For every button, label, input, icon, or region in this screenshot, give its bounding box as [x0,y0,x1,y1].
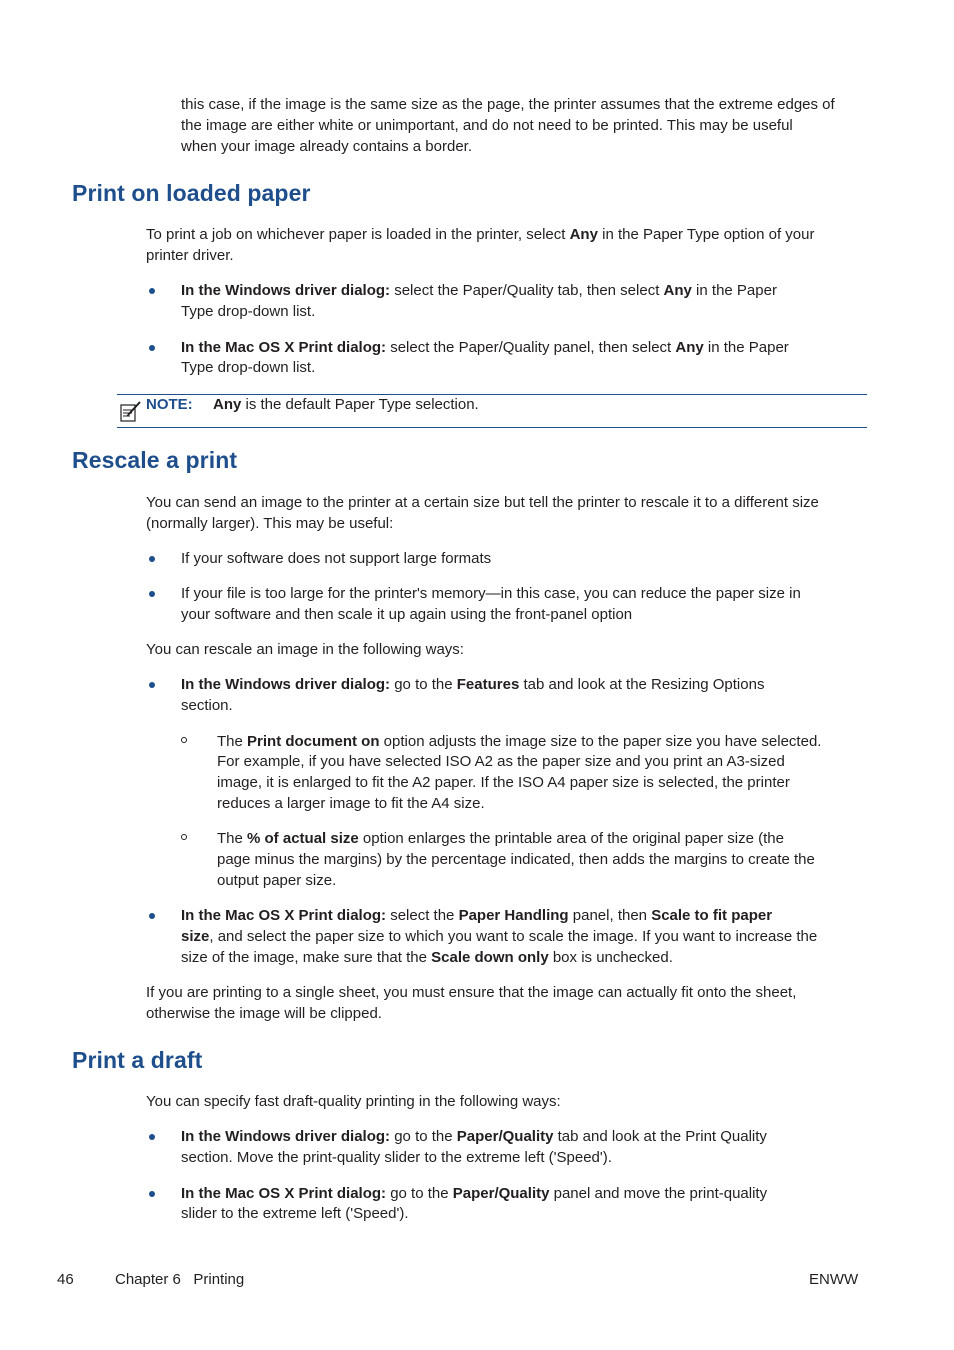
bullet-icon [149,913,155,919]
sub-bullet-icon [181,737,187,743]
intro-line-1: this case, if the image is the same size as the page, the printer assumes that the extreme edges of [181,96,835,113]
note-text: Any is the default Paper Type selection. [213,396,479,413]
intro-line-2: the image are either white or unimportant, and do not need to be printed. This may be useful [181,117,793,134]
sub-bullet-icon [181,834,187,840]
draft-paragraph: You can specify fast draft-quality printing in the following ways: [146,1093,561,1110]
footer-right-label: ENWW [809,1271,859,1288]
heading-rescale-a-print: Rescale a print [72,447,238,473]
bullet-icon [149,345,155,351]
bullet-icon [149,556,155,562]
loaded-paper-paragraph-line-2: printer driver. [146,247,234,264]
loaded-paper-paragraph: To print a job on whichever paper is loaded in the printer, select Any in the Paper Type option of your [146,226,815,243]
note-box [117,394,867,428]
rescale-paragraph-line-2: (normally larger). This may be useful: [146,515,394,532]
bullet-icon [149,682,155,688]
rescale-paragraph-line-1: You can send an image to the printer at a certain size but tell the printer to rescale it to a different size [146,494,819,511]
rescale-closing-line-2: otherwise the image will be clipped. [146,1005,382,1022]
intro-line-3: when your image already contains a border. [181,138,473,155]
note-pencil-icon [118,399,144,423]
note-label: NOTE: [146,396,193,413]
rescale-closing-line-1: If you are printing to a single sheet, you must ensure that the image can actually fit onto the sheet, [146,984,797,1001]
bullet-icon [149,591,155,597]
bullet-icon [149,1191,155,1197]
bullet-icon [149,288,155,294]
heading-print-on-loaded-paper: Print on loaded paper [72,180,311,206]
chapter-label: Chapter 6 Printing [115,1271,245,1288]
rescale-ways-paragraph: You can rescale an image in the following ways: [146,641,464,658]
heading-print-a-draft: Print a draft [72,1047,203,1073]
bullet-icon [149,1134,155,1140]
document-page: this case, if the image is the same size as the page, the printer assumes that the extreme edges of the image are either white or unimportant, and do not need to be printed. This may be useful when your image already contains a border. Print on loaded paper To print a job on whichever paper is loaded in the printer, select Any in the Paper Type option of your printer driver. In the Windows driver dialog: select the Paper/Quality tab, then select Any in the Paper Type drop-down list. In the Mac OS X Print dialog: select the Paper/Quality panel, then select Any in the Paper Type drop-down list. NOTE: Any is the default Paper Type selection. Rescale a print You can send an image to the printer at a certain size but tell the printer to rescale it to a different size (normally larger). This may be useful: If your software does not support large formats If your file is too large for the printer's memory—in this case, you can reduce the paper size in your software and then scale it up again using the front-panel option You can rescale an image in the following ways: In the Windows driver dialog: go to the Features tab and look at the Resizing Options section. The Print document on option adjusts the image size to the paper size you have selected. For example, if you have selected ISO A2 as the paper size and you print an A3-sized image, it is enlarged to fit the A2 paper. If the ISO A4 paper size is selected, the printer reduces a larger image to fit the A4 size. The % of actual size option enlarges the printable area of the original paper size (the page minus the margins) by the percentage indicated, then adds the margins to create the output paper size. In the Mac OS X Print dialog: select the Paper Handling panel, then Scale to fit paper size, and select the paper size to which you want to scale the image. If you want to increase the size of the image, make sure that the Scale down only box is unchecked. If you are printing to a single sheet, you must ensure that the image can actually fit onto the sheet, otherwise the image will be clipped. Print a draft You can specify fast draft-quality printing in the following ways: In the Windows driver dialog: go to the Paper/Quality tab and look at the Print Quality section. Move the print-quality slider to the extreme left ('Speed'). In the Mac OS X Print dialog: go to the Paper/Quality panel and move the print-quality slider to the extreme left ('Speed'). 46 Chapter 6 Printing ENWW [0,0,954,1350]
page-number: 46 [57,1271,74,1288]
